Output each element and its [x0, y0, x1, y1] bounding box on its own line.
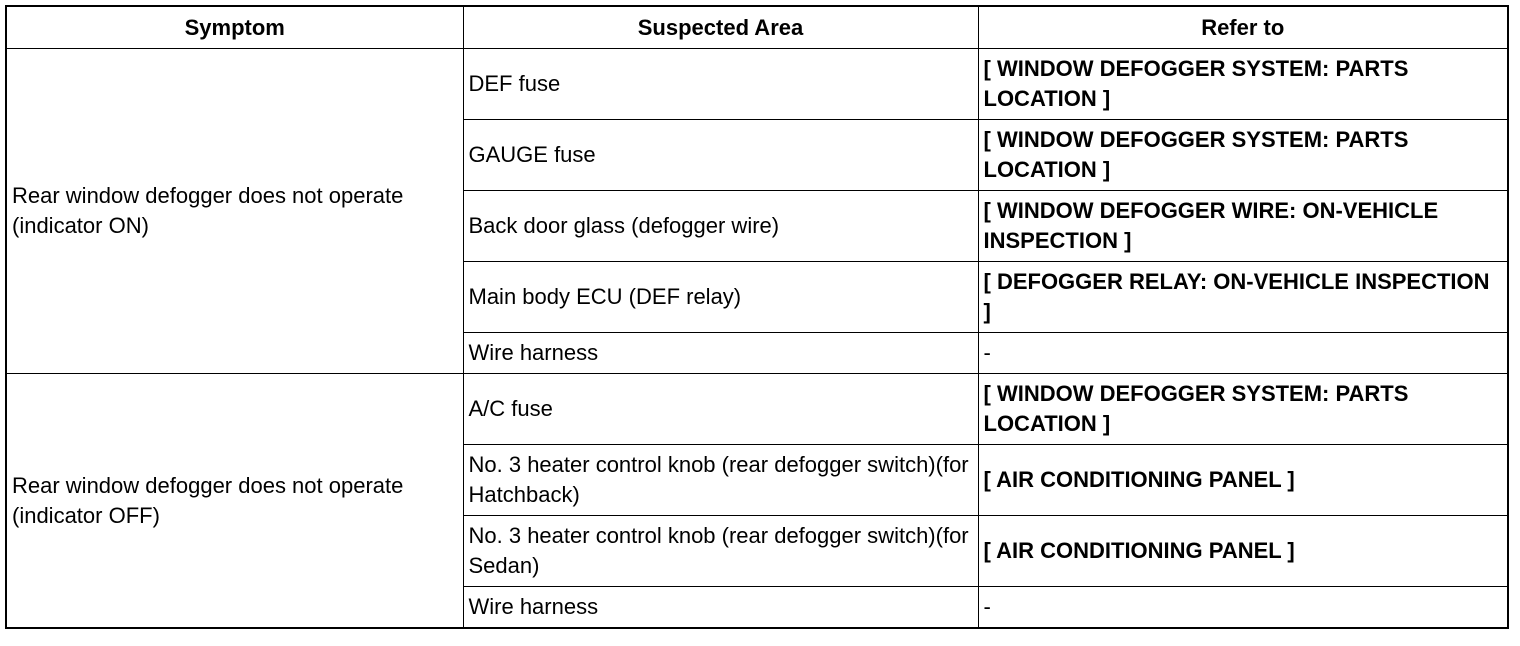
header-row	[6, 6, 1508, 49]
table-row	[6, 374, 1508, 445]
symptom-cell: Rear window defogger does not operate (indicator ON)	[6, 49, 463, 374]
header-symptom: Symptom	[6, 6, 463, 49]
refer-to-link[interactable]: [ WINDOW DEFOGGER SYSTEM: PARTS LOCATION ]	[978, 374, 1508, 445]
header-suspected-area: Suspected Area	[463, 6, 978, 49]
suspected-area-cell: Main body ECU (DEF relay)	[463, 262, 978, 333]
suspected-area-cell: A/C fuse	[463, 374, 978, 445]
troubleshooting-table	[5, 5, 1509, 629]
symptom-cell: Rear window defogger does not operate (indicator OFF)	[6, 374, 463, 629]
refer-to-link[interactable]: [ WINDOW DEFOGGER SYSTEM: PARTS LOCATION ]	[978, 120, 1508, 191]
refer-to-cell: -	[978, 333, 1508, 374]
refer-to-cell: -	[978, 587, 1508, 629]
suspected-area-cell: DEF fuse	[463, 49, 978, 120]
suspected-area-cell: Wire harness	[463, 587, 978, 629]
refer-to-link[interactable]: [ WINDOW DEFOGGER WIRE: ON-VEHICLE INSPECTION ]	[978, 191, 1508, 262]
table-row	[6, 49, 1508, 120]
refer-to-link[interactable]: [ AIR CONDITIONING PANEL ]	[978, 445, 1508, 516]
header-refer-to: Refer to	[978, 6, 1508, 49]
refer-to-link[interactable]: [ AIR CONDITIONING PANEL ]	[978, 516, 1508, 587]
refer-to-link[interactable]: [ DEFOGGER RELAY: ON-VEHICLE INSPECTION ]	[978, 262, 1508, 333]
suspected-area-cell: GAUGE fuse	[463, 120, 978, 191]
suspected-area-cell: Back door glass (defogger wire)	[463, 191, 978, 262]
suspected-area-cell: Wire harness	[463, 333, 978, 374]
suspected-area-cell: No. 3 heater control knob (rear defogger switch)(for Sedan)	[463, 516, 978, 587]
refer-to-link[interactable]: [ WINDOW DEFOGGER SYSTEM: PARTS LOCATION ]	[978, 49, 1508, 120]
suspected-area-cell: No. 3 heater control knob (rear defogger switch)(for Hatchback)	[463, 445, 978, 516]
